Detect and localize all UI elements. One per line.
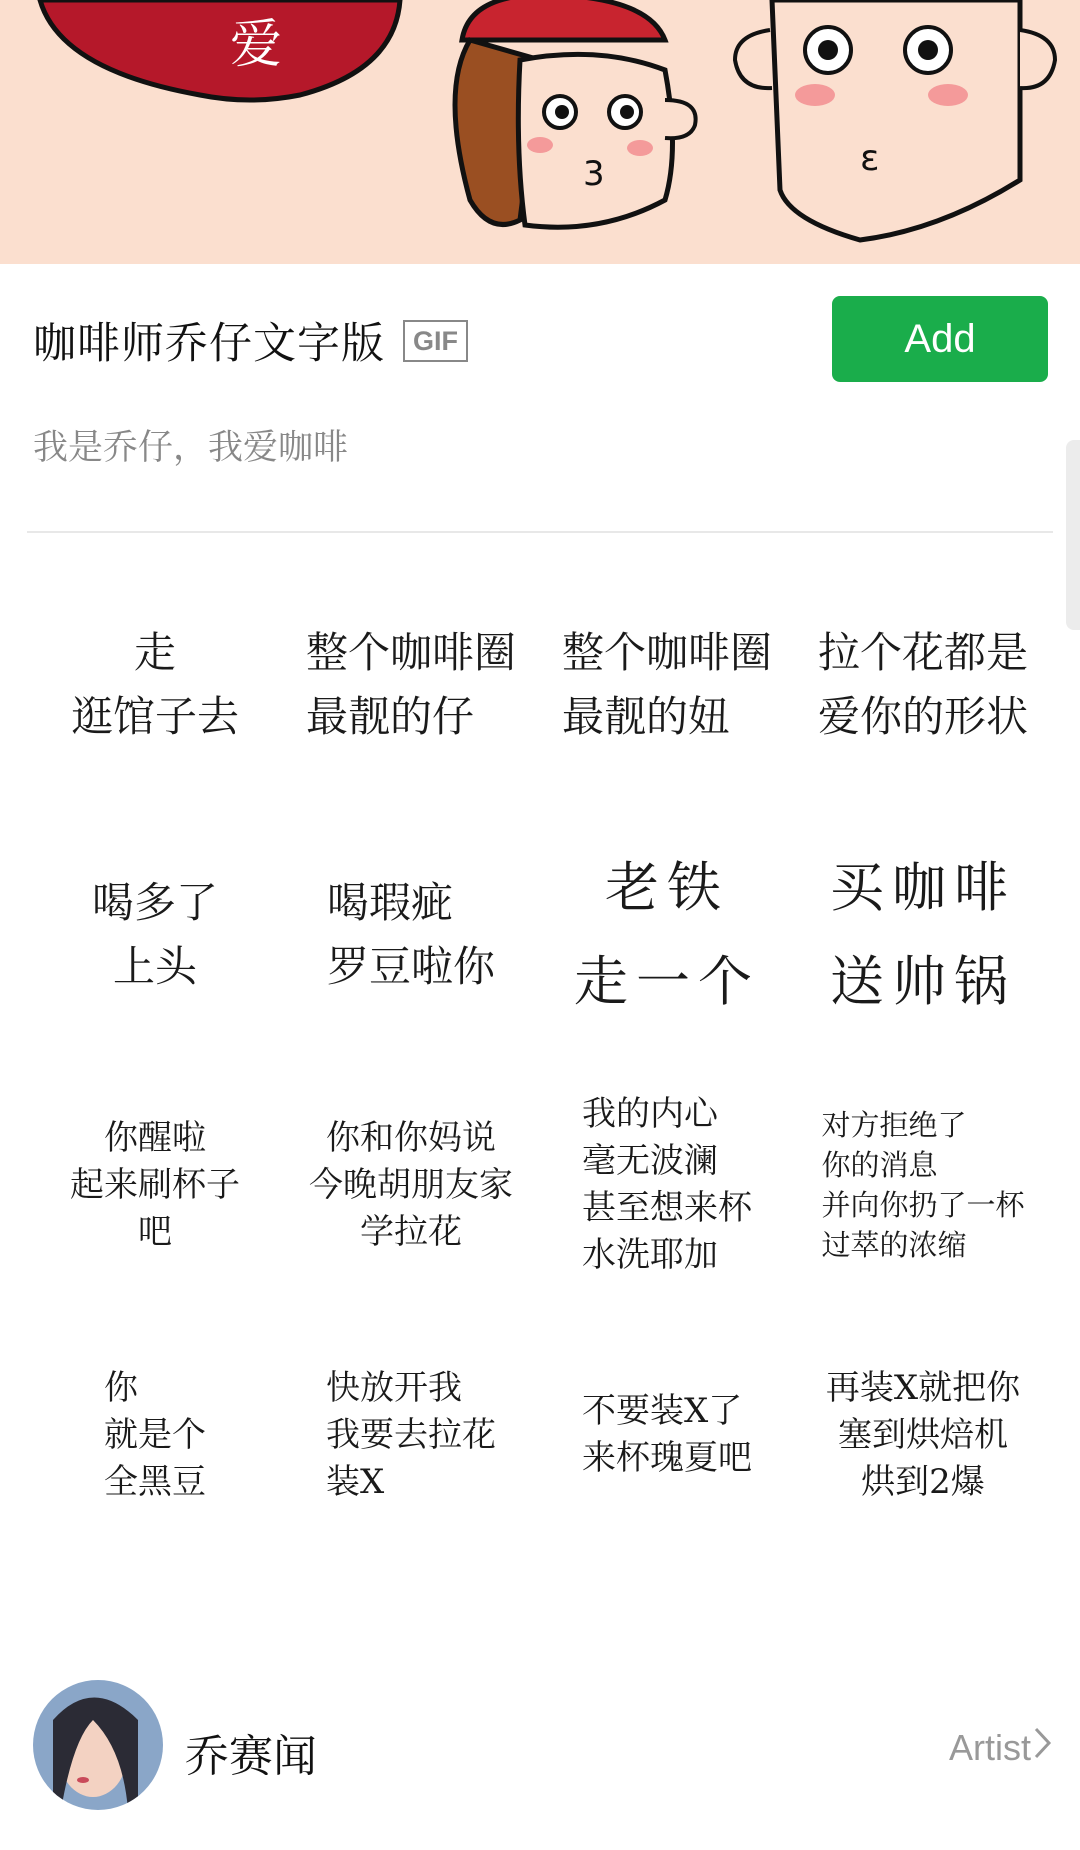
sticker-text: 你醒啦 起来刷杯子 吧 bbox=[70, 1117, 240, 1252]
artist-link-label: Artist bbox=[948, 1726, 1031, 1768]
sticker-item[interactable] bbox=[539, 560, 795, 810]
heart-shape bbox=[40, 0, 400, 100]
chevron-right-icon bbox=[1033, 1726, 1053, 1769]
sticker-text: 整个咖啡圈 最靓的仔 bbox=[305, 628, 516, 741]
artist-link[interactable] bbox=[949, 1726, 1053, 1769]
sticker-item[interactable] bbox=[27, 1060, 283, 1310]
pack-banner bbox=[0, 0, 1080, 264]
sticker-grid bbox=[27, 560, 1053, 1560]
sticker-item[interactable] bbox=[539, 1060, 795, 1310]
sticker-item[interactable] bbox=[795, 1310, 1051, 1560]
svg-text:ɛ: ɛ bbox=[860, 138, 880, 179]
sticker-item[interactable] bbox=[539, 810, 795, 1060]
sticker-item[interactable] bbox=[283, 1060, 539, 1310]
gif-badge: GIF bbox=[403, 320, 468, 362]
sticker-item[interactable] bbox=[283, 1310, 539, 1560]
sticker-item[interactable] bbox=[795, 1060, 1051, 1310]
divider bbox=[27, 531, 1053, 533]
pack-title-row bbox=[33, 310, 468, 371]
sticker-item[interactable] bbox=[283, 560, 539, 810]
sticker-text: 走 逛馆子去 bbox=[70, 628, 239, 741]
sticker-text: 拉个花都是 爱你的形状 bbox=[817, 628, 1028, 741]
sticker-item[interactable] bbox=[539, 1310, 795, 1560]
sticker-item[interactable] bbox=[283, 810, 539, 1060]
artist-name: 乔赛闻 bbox=[185, 1731, 317, 1782]
avatar bbox=[33, 1680, 163, 1810]
banner-illustration bbox=[0, 0, 1080, 264]
add-button[interactable]: Add bbox=[832, 296, 1048, 382]
sticker-text: 不要装X了 来杯瑰夏吧 bbox=[582, 1391, 752, 1478]
sticker-item[interactable] bbox=[27, 1310, 283, 1560]
sticker-text: 老铁 走一个 bbox=[574, 856, 760, 1013]
sticker-item[interactable] bbox=[27, 810, 283, 1060]
avatar-photo bbox=[33, 1680, 163, 1810]
sticker-text: 我的内心 毫无波澜 甚至想来杯 水洗耶加 bbox=[582, 1094, 752, 1275]
sticker-item[interactable] bbox=[27, 560, 283, 810]
pack-title: 咖啡师乔仔文字版 bbox=[33, 319, 385, 369]
sticker-text: 喝多了 上头 bbox=[91, 878, 218, 991]
sticker-text: 对方拒绝了 你的消息 并向你扔了一杯 过萃的浓缩 bbox=[821, 1108, 1025, 1262]
sticker-text: 你 就是个 全黑豆 bbox=[104, 1367, 206, 1502]
heart-stamp-text: 爱 bbox=[230, 15, 283, 75]
pack-subtitle: 我是乔仔，我爱咖啡 bbox=[33, 428, 349, 468]
scroll-handle[interactable] bbox=[1066, 440, 1080, 630]
sticker-item[interactable] bbox=[795, 810, 1051, 1060]
sticker-text: 整个咖啡圈 最靓的妞 bbox=[561, 628, 772, 741]
sticker-text: 喝瑕疵 罗豆啦你 bbox=[326, 878, 495, 991]
sticker-text: 你和你妈说 今晚胡朋友家 学拉花 bbox=[309, 1117, 513, 1252]
svg-text:3: 3 bbox=[583, 154, 605, 194]
sticker-text: 再装X就把你 塞到烘焙机 烘到2爆 bbox=[825, 1367, 1021, 1502]
artist-row[interactable] bbox=[33, 1680, 1053, 1810]
sticker-text: 快放开我 我要去拉花 装X bbox=[326, 1367, 496, 1502]
sticker-text: 买咖啡 送帅锅 bbox=[830, 856, 1016, 1013]
sticker-item[interactable] bbox=[795, 560, 1051, 810]
